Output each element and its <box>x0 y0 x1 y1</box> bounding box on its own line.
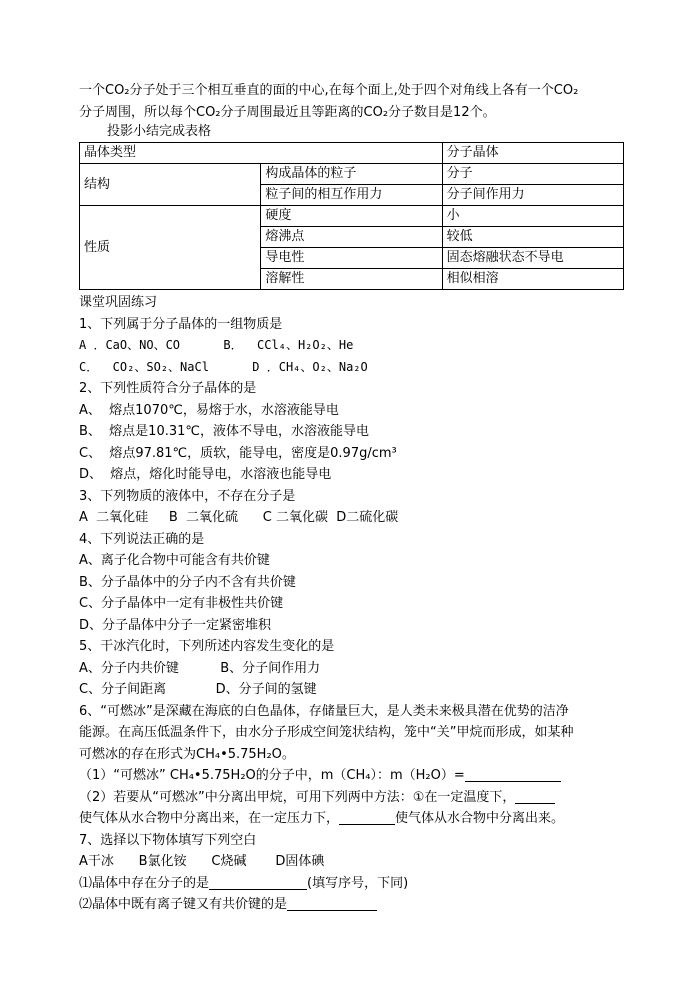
summary-table <box>79 142 624 290</box>
document-page <box>79 80 624 916</box>
row-key: 溶解性 <box>261 269 442 290</box>
answer-blank[interactable] <box>515 789 555 804</box>
q2-option-c: C、 熔点97.81℃，质软，能导电，密度是0.97g/cm³ <box>79 445 397 461</box>
q7-sub-2-text: ⑵晶体中既有离子键又有共价键的是 <box>79 897 288 912</box>
intro-line-1: 一个CO₂分子处于三个相互垂直的面的中心,在每个面上,处于四个对角线上各有一个CO₂ <box>79 83 579 98</box>
q4-option-c: C、分子晶体中一定有非极性共价键 <box>79 596 284 611</box>
answer-blank[interactable] <box>465 767 561 782</box>
q2-option-d: D、 熔点，熔化时能导电，水溶液也能导电 <box>79 467 332 482</box>
q1-options-ab: A ．CaO、NO、CO B． CCl₄、H₂O₂、He <box>79 338 354 352</box>
q7-sub-1 <box>79 873 624 895</box>
row-key: 硬度 <box>261 206 442 227</box>
q5-options-ab: A、分子内共价键 B、分子间作用力 <box>79 660 321 676</box>
table-caption: 投影小结完成表格 <box>107 124 212 139</box>
q2-option-a: A、 熔点1070℃，易熔于水，水溶液能导电 <box>79 402 339 418</box>
q6-line-2: 能源。在高压低温条件下，由水分子形成空间笼状结构，笼中“关”甲烷而形成，如某种 <box>79 725 574 740</box>
q7-stem: 7、选择以下物体填写下列空白 <box>79 832 257 848</box>
q6-sub-1-text: （1）“可燃冰” CH₄•5.75H₂O的分子中，m（CH₄）：m（H₂O）= <box>79 768 465 783</box>
row-value: 相似相溶 <box>442 269 623 290</box>
row-value: 分子 <box>442 164 623 185</box>
q4-option-b: B、分子晶体中的分子内不含有共价键 <box>79 574 296 590</box>
table-header-left: 晶体类型 <box>80 143 443 164</box>
row-value: 分子间作用力 <box>442 185 623 206</box>
q6-sub-2-text: （2）若要从“可燃冰”中分离出甲烷，可用下列两中方法：①在一定温度下， <box>79 789 516 805</box>
q6-line-3: 可燃冰的存在形式为CH₄•5.75H₂O。 <box>79 746 295 762</box>
q6-sub-2-text-b: 使气体从水合物中分离出来，在一定压力下， <box>79 811 340 826</box>
practice-heading: 课堂巩固练习 <box>79 295 158 310</box>
table-header-right: 分子晶体 <box>442 143 623 164</box>
q6-sub-1 <box>79 765 624 787</box>
row-value: 固态熔融状态不导电 <box>442 248 623 269</box>
q7-sub-1-note: (填写序号，下同) <box>307 875 409 891</box>
q4-option-d: D、分子晶体中分子一定紧密堆积 <box>79 617 272 633</box>
q2-option-b: B、 熔点是10.31℃，液体不导电，水溶液能导电 <box>79 424 369 439</box>
row-key: 粒子间的相互作用力 <box>261 185 442 206</box>
q3-options: A 二氧化硅 B 二氧化硫 C 二氧化碳 D二硫化碳 <box>79 510 399 525</box>
q4-option-a: A、离子化合物中可能含有共价键 <box>79 553 270 568</box>
intro-line-2: 分子周围，所以每个CO₂分子周围最近且等距离的CO₂分子数目是12个。 <box>79 104 496 120</box>
answer-blank[interactable] <box>339 810 395 825</box>
row-value: 较低 <box>442 227 623 248</box>
q7-options: A干冰 B氯化铵 C烧碱 D固体碘 <box>79 854 325 869</box>
q7-sub-1-text: ⑴晶体中存在分子的是 <box>79 875 210 891</box>
row-value: 小 <box>442 206 623 227</box>
q3-stem: 3、下列物质的液体中，不存在分子是 <box>79 488 296 504</box>
table-row <box>80 143 624 164</box>
answer-blank[interactable] <box>287 896 377 911</box>
group-property: 性质 <box>80 206 261 290</box>
row-key: 导电性 <box>261 248 442 269</box>
row-key: 熔沸点 <box>261 227 442 248</box>
table-row <box>80 164 624 185</box>
q7-sub-2 <box>79 894 624 916</box>
q5-options-cd: C、分子间距离 D、分子间的氢键 <box>79 682 317 697</box>
q6-sub-2-cont <box>79 808 624 830</box>
q1-stem: 1、下列属于分子晶体的一组物质是 <box>79 316 283 332</box>
table-row <box>80 206 624 227</box>
group-structure: 结构 <box>80 164 261 206</box>
answer-blank[interactable] <box>209 875 307 890</box>
q5-stem: 5、干冰汽化时，下列所述内容发生变化的是 <box>79 639 335 654</box>
q2-stem: 2、下列性质符合分子晶体的是 <box>79 381 257 396</box>
row-key: 构成晶体的粒子 <box>261 164 442 185</box>
q6-line-1: 6、“可燃冰”是深藏在海底的白色晶体，存储量巨大，是人类未来极具潜在优势的洁净 <box>79 703 569 719</box>
q4-stem: 4、下列说法正确的是 <box>79 531 205 547</box>
q6-sub-2-text-c: 使气体从水合物中分离出来。 <box>395 811 565 826</box>
q1-options-cd: C． CO₂、SO₂、NaCl D ．CH₄、O₂、Na₂O <box>79 359 368 374</box>
q6-sub-2 <box>79 787 624 809</box>
